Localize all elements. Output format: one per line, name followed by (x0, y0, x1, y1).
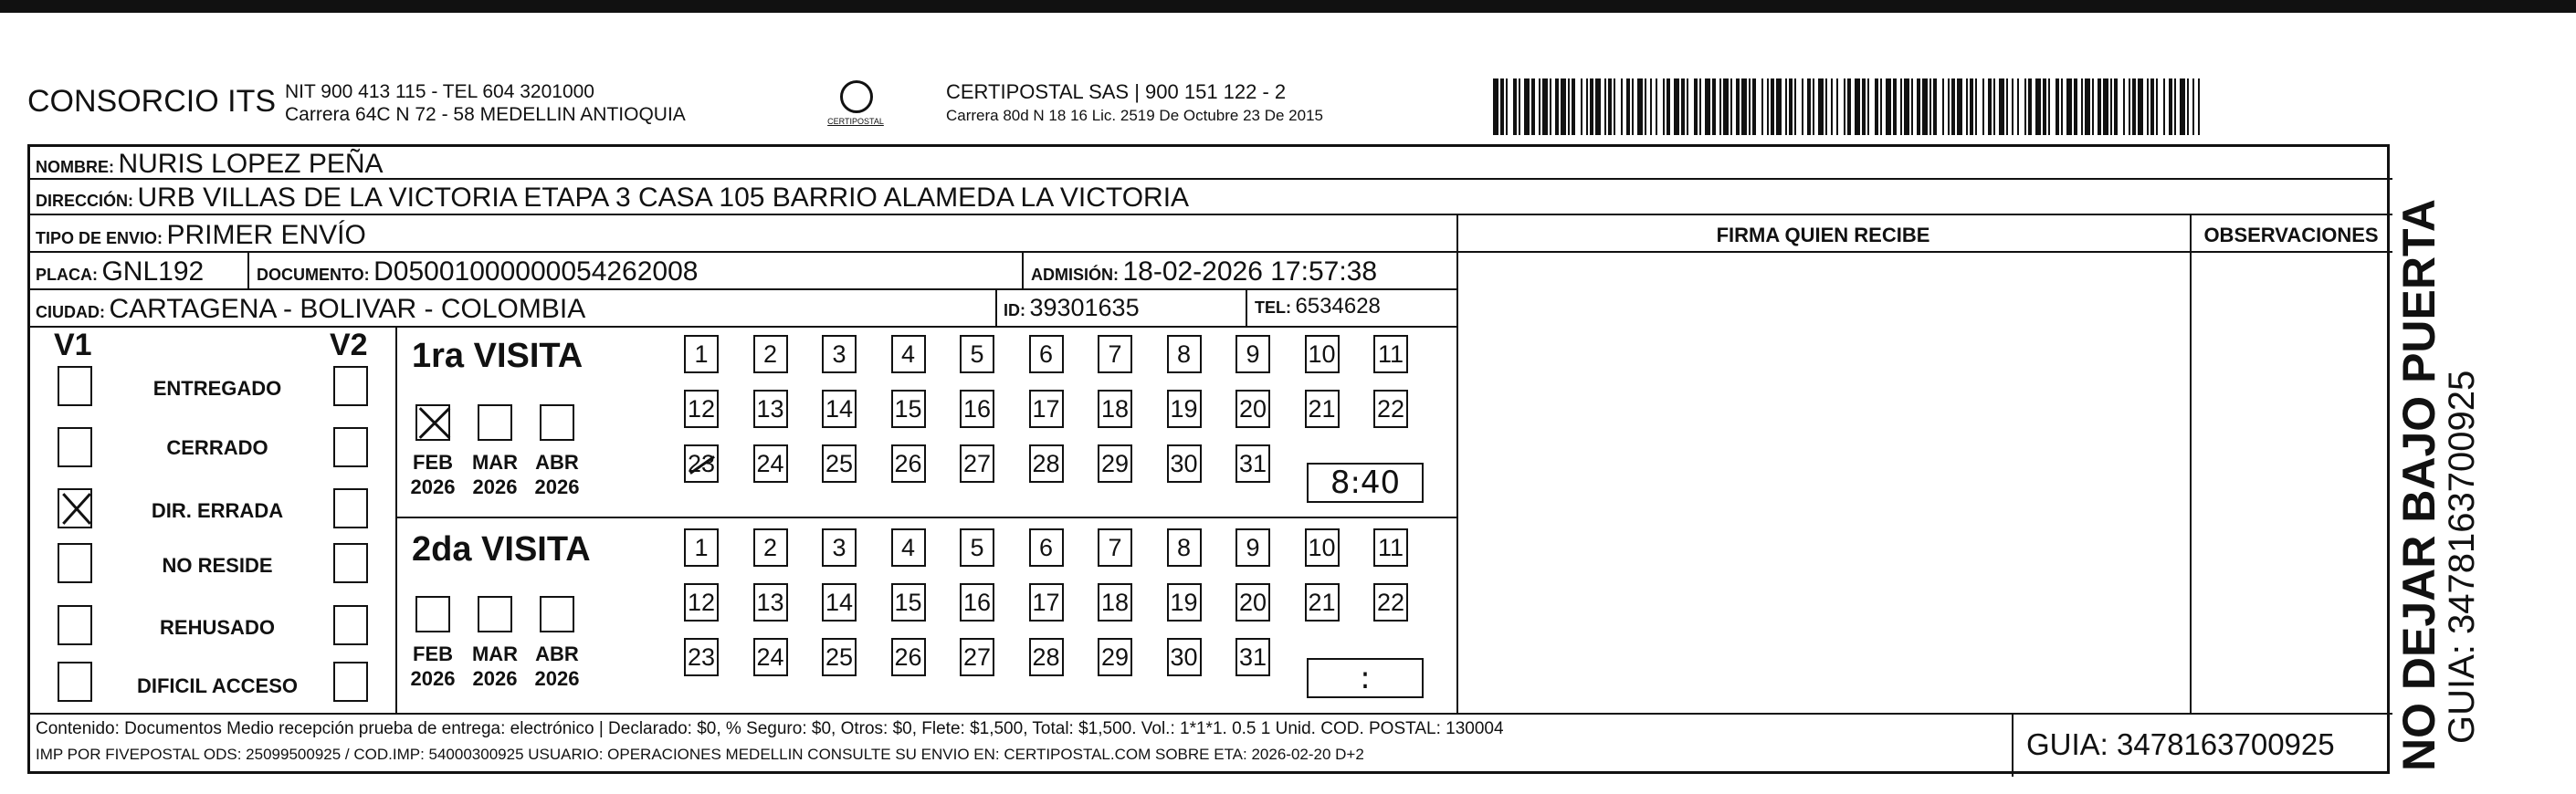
first-visit-day-26[interactable]: 26 (891, 444, 926, 483)
first-visit-day-16[interactable]: 16 (960, 390, 994, 428)
month-name: MAR (471, 643, 519, 665)
ciudad-label: CIUDAD: (36, 303, 105, 321)
first-visit-day-1[interactable]: 1 (684, 335, 719, 373)
first-visit-day-13[interactable]: 13 (753, 390, 788, 428)
row-divider (30, 214, 2392, 215)
v1-no-reside-checkbox[interactable] (58, 543, 92, 583)
first-visit-day-18[interactable]: 18 (1098, 390, 1132, 428)
month-name: FEB (413, 643, 453, 665)
v2-dificil-acceso-checkbox[interactable] (333, 662, 368, 702)
row-divider (395, 517, 1456, 518)
first-visit-feb-label (405, 450, 460, 499)
nombre-value: NURIS LOPEZ PEÑA (118, 149, 384, 179)
tipo-field (36, 220, 366, 251)
second-visit-day-30[interactable]: 30 (1167, 638, 1202, 676)
second-visit-day-26[interactable]: 26 (891, 638, 926, 676)
v2-entregado-checkbox[interactable] (333, 366, 368, 406)
first-visit-day-7[interactable]: 7 (1098, 335, 1132, 373)
month-name: MAR (471, 451, 519, 474)
observaciones-header: OBSERVACIONES (2203, 224, 2379, 246)
month-year: 2026 (410, 475, 456, 498)
side-warning: NO DEJAR BAJO PUERTA (2393, 199, 2445, 771)
second-visit-day-6[interactable]: 6 (1029, 528, 1064, 567)
first-visit-day-11[interactable]: 11 (1373, 335, 1408, 373)
status-dir-errada: DIR. ERRADA (151, 499, 284, 522)
tel-value: 6534628 (1295, 294, 1381, 319)
direccion-field (36, 183, 1189, 214)
month-name: ABR (535, 451, 579, 474)
v1-entregado-checkbox[interactable] (58, 366, 92, 406)
first-visit-day-24[interactable]: 24 (753, 444, 788, 483)
col-divider (2190, 214, 2192, 713)
v1-cerrado-checkbox[interactable] (58, 427, 92, 467)
month-year: 2026 (534, 475, 580, 498)
nombre-label: NOMBRE: (36, 158, 114, 176)
first-visit-day-12[interactable]: 12 (684, 390, 719, 428)
id-field (1004, 294, 1140, 322)
first-visit-day-31[interactable]: 31 (1235, 444, 1270, 483)
firma-header: FIRMA QUIEN RECIBE (1716, 224, 1930, 246)
first-visit-month-abr[interactable] (540, 404, 574, 441)
first-visit-day-29[interactable]: 29 (1098, 444, 1132, 483)
col-divider (1246, 288, 1247, 326)
second-visit-day-17[interactable]: 17 (1029, 583, 1064, 622)
v2-header: V2 (330, 328, 368, 362)
company-info (285, 80, 686, 126)
certipostal-info (946, 80, 1323, 128)
status-rehusado: REHUSADO (160, 616, 275, 639)
second-visit-day-11[interactable]: 11 (1373, 528, 1408, 567)
nombre-field (36, 149, 384, 180)
first-visit-day-5[interactable]: 5 (960, 335, 994, 373)
first-visit-day-27[interactable]: 27 (960, 444, 994, 483)
footer-line-1: Contenido: Documentos Medio recepción prueba de entrega: electrónico | Declarado: $0, % Seguro: $0, Otros: $0, Flete: $1,500, Total: $1,500. Vol.: 1*1*1. 0.5 1 Unid. COD. POSTAL: 130004 (36, 719, 1504, 738)
first-visit-day-17[interactable]: 17 (1029, 390, 1064, 428)
first-visit-day-30[interactable]: 30 (1167, 444, 1202, 483)
second-visit-day-22[interactable]: 22 (1373, 583, 1408, 622)
second-visit-month-mar[interactable] (478, 596, 512, 632)
col-divider (395, 326, 397, 713)
v1-dificil-acceso-checkbox[interactable] (58, 662, 92, 702)
logo-label: CERTIPOSTAL (827, 117, 884, 126)
col-divider (2012, 713, 2013, 777)
nit-line: NIT 900 413 115 - TEL 604 3201000 (285, 81, 594, 102)
row-divider (30, 251, 2392, 253)
first-visit-day-20[interactable]: 20 (1235, 390, 1270, 428)
ciudad-value: CARTAGENA - BOLIVAR - COLOMBIA (109, 294, 586, 324)
status-cerrado: CERRADO (166, 436, 268, 459)
first-visit-day-22[interactable]: 22 (1373, 390, 1408, 428)
col-divider (995, 288, 997, 326)
month-year: 2026 (472, 667, 518, 690)
v2-dir-errada-checkbox[interactable] (333, 488, 368, 528)
first-visit-day-3[interactable]: 3 (822, 335, 857, 373)
v2-no-reside-checkbox[interactable] (333, 543, 368, 583)
month-name: FEB (413, 451, 453, 474)
col-divider (247, 251, 249, 288)
month-year: 2026 (410, 667, 456, 690)
v1-header: V1 (54, 328, 92, 362)
status-entregado: ENTREGADO (152, 377, 282, 400)
logo-circle (840, 80, 873, 113)
footer-line-2: IMP POR FIVEPOSTAL ODS: 25099500925 / COD.IMP: 54000300925 USUARIO: OPERACIONES MEDELLIN CONSULTE SU ENVIO EN: CERTIPOSTAL.COM SOBRE ETA: 2026-02-20 D+2 (36, 746, 1364, 763)
tel-label: TEL: (1255, 298, 1291, 317)
id-label: ID: (1004, 301, 1025, 319)
row-divider (30, 178, 2392, 180)
col-divider (1456, 214, 1458, 713)
top-border (0, 0, 2576, 13)
admision-field (1031, 256, 1377, 287)
row-divider (30, 713, 2392, 715)
second-visit-day-14[interactable]: 14 (822, 583, 857, 622)
first-visit-day-10[interactable]: 10 (1305, 335, 1340, 373)
second-visit-day-7[interactable]: 7 (1098, 528, 1132, 567)
second-visit-day-23[interactable]: 23 (684, 638, 719, 676)
documento-label: DOCUMENTO: (257, 266, 370, 284)
first-visit-day-4[interactable]: 4 (891, 335, 926, 373)
v1-dir-errada-checkbox[interactable] (58, 488, 92, 528)
first-visit-day-6[interactable]: 6 (1029, 335, 1064, 373)
second-visit-title: 2da VISITA (412, 530, 591, 569)
col-divider (1022, 251, 1024, 288)
second-visit-day-21[interactable]: 21 (1305, 583, 1340, 622)
certipostal-logo (824, 80, 888, 137)
month-year: 2026 (534, 667, 580, 690)
first-visit-month-feb[interactable] (415, 404, 450, 441)
second-visit-day-10[interactable]: 10 (1305, 528, 1340, 567)
status-no-reside: NO RESIDE (162, 554, 273, 577)
second-visit-day-9[interactable]: 9 (1235, 528, 1270, 567)
first-visit-mar-label (468, 450, 522, 499)
address-line: Carrera 64C N 72 - 58 MEDELLIN ANTIOQUIA (285, 104, 686, 125)
first-visit-day-19[interactable]: 19 (1167, 390, 1202, 428)
certipostal-license: Carrera 80d N 18 16 Lic. 2519 De Octubre 23 De 2015 (946, 107, 1323, 124)
first-visit-day-15[interactable]: 15 (891, 390, 926, 428)
v2-rehusado-checkbox[interactable] (333, 605, 368, 645)
first-visit-day-14[interactable]: 14 (822, 390, 857, 428)
second-visit-day-27[interactable]: 27 (960, 638, 994, 676)
second-visit-feb-label (405, 642, 460, 691)
tel-field (1255, 294, 1381, 319)
second-visit-month-abr[interactable] (540, 596, 574, 632)
first-visit-day-8[interactable]: 8 (1167, 335, 1202, 373)
second-visit-day-25[interactable]: 25 (822, 638, 857, 676)
second-visit-month-feb[interactable] (415, 596, 450, 632)
placa-label: PLACA: (36, 266, 98, 284)
second-visit-day-16[interactable]: 16 (960, 583, 994, 622)
admision-label: ADMISIÓN: (1031, 266, 1119, 284)
first-visit-hour-box[interactable]: 8:40 (1307, 463, 1424, 503)
second-visit-day-5[interactable]: 5 (960, 528, 994, 567)
second-visit-hour-box[interactable]: : (1307, 658, 1424, 698)
first-visit-day-25[interactable]: 25 (822, 444, 857, 483)
direccion-value: URB VILLAS DE LA VICTORIA ETAPA 3 CASA 105 BARRIO ALAMEDA LA VICTORIA (137, 183, 1190, 213)
second-visit-day-13[interactable]: 13 (753, 583, 788, 622)
company-name: CONSORCIO ITS (27, 84, 277, 119)
second-visit-day-12[interactable]: 12 (684, 583, 719, 622)
documento-field (257, 256, 698, 287)
admision-value: 18-02-2026 17:57:38 (1122, 256, 1378, 287)
status-dificil-acceso: DIFICIL ACCESO (136, 674, 298, 697)
first-visit-abr-label (530, 450, 584, 499)
v1-rehusado-checkbox[interactable] (58, 605, 92, 645)
certipostal-line: CERTIPOSTAL SAS | 900 151 122 - 2 (946, 80, 1287, 103)
direccion-label: DIRECCIÓN: (36, 192, 133, 210)
second-visit-day-1[interactable]: 1 (684, 528, 719, 567)
second-visit-day-8[interactable]: 8 (1167, 528, 1202, 567)
delivery-form (27, 144, 2390, 774)
first-visit-day-23[interactable]: 23 (684, 444, 719, 483)
first-visit-day-9[interactable]: 9 (1235, 335, 1270, 373)
barcode (1493, 78, 2214, 135)
second-visit-day-3[interactable]: 3 (822, 528, 857, 567)
second-visit-day-19[interactable]: 19 (1167, 583, 1202, 622)
ciudad-field (36, 294, 585, 325)
month-year: 2026 (472, 475, 518, 498)
second-visit-day-29[interactable]: 29 (1098, 638, 1132, 676)
first-visit-day-28[interactable]: 28 (1029, 444, 1064, 483)
placa-value: GNL192 (101, 256, 205, 287)
second-visit-day-18[interactable]: 18 (1098, 583, 1132, 622)
side-label (2394, 199, 2480, 771)
documento-value: D05001000000054262008 (373, 256, 699, 287)
id-value: 39301635 (1029, 294, 1140, 321)
tipo-label: TIPO DE ENVIO: (36, 229, 163, 247)
barcode-bar (2200, 78, 2205, 135)
month-name: ABR (535, 643, 579, 665)
row-divider (30, 288, 1456, 290)
second-visit-abr-label (530, 642, 584, 691)
first-visit-day-21[interactable]: 21 (1305, 390, 1340, 428)
second-visit-day-4[interactable]: 4 (891, 528, 926, 567)
placa-field (36, 256, 204, 287)
guia-number: GUIA: 3478163700925 (2026, 727, 2335, 761)
first-visit-title: 1ra VISITA (412, 337, 584, 375)
tipo-value: PRIMER ENVÍO (166, 220, 366, 250)
side-guia: GUIA: 3478163700925 (2442, 370, 2482, 744)
second-visit-day-31[interactable]: 31 (1235, 638, 1270, 676)
second-visit-day-24[interactable]: 24 (753, 638, 788, 676)
row-divider (30, 326, 1456, 328)
second-visit-day-28[interactable]: 28 (1029, 638, 1064, 676)
second-visit-day-15[interactable]: 15 (891, 583, 926, 622)
second-visit-mar-label (468, 642, 522, 691)
first-visit-day-2[interactable]: 2 (753, 335, 788, 373)
second-visit-day-2[interactable]: 2 (753, 528, 788, 567)
second-visit-day-20[interactable]: 20 (1235, 583, 1270, 622)
first-visit-month-mar[interactable] (478, 404, 512, 441)
v2-cerrado-checkbox[interactable] (333, 427, 368, 467)
